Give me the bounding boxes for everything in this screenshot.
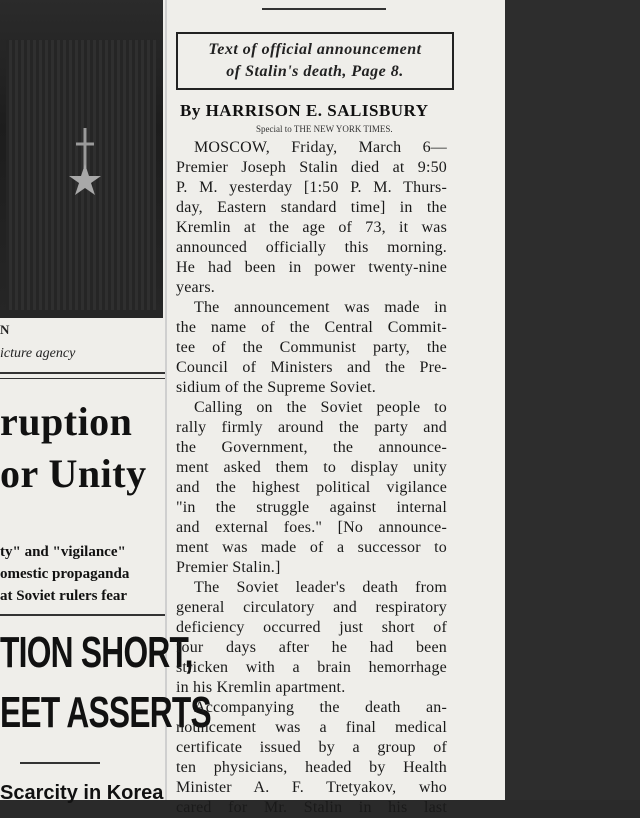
article-line: ment asked them to display unity (176, 459, 447, 476)
article-line: the name of the Central Commit- (176, 319, 447, 336)
article-line: announced officially this morning. (176, 239, 447, 256)
article-line: deficiency occurred just short of (176, 619, 447, 636)
caption-rule (0, 372, 165, 374)
dark-background (505, 0, 640, 800)
deck-rule (0, 614, 165, 616)
deck-line: omestic propaganda (0, 566, 130, 582)
article-line: He had been in power twenty-nine (176, 259, 447, 276)
article-line: MOSCOW, Friday, March 6— (194, 139, 447, 156)
dispatch-credit: Special to THE NEW YORK TIMES. (256, 124, 393, 134)
article-line: and external foes." [No announce- (176, 519, 447, 536)
star-medal-icon (68, 128, 102, 208)
article-line: cared for Mr. Stalin in his last (176, 799, 447, 816)
article-line: years. (176, 279, 215, 296)
box-line: Text of official announcement (208, 41, 422, 58)
article-line: Premier Joseph Stalin died at 9:50 (176, 159, 447, 176)
article-line: day, Eastern standard time] in the (176, 199, 447, 216)
article-line: the Government, the announce- (176, 439, 447, 456)
article-line: ten physicians, headed by Health (176, 759, 447, 776)
photo-caption-agency: icture agency (0, 346, 76, 361)
deck-line: ty" and "vigilance" (0, 544, 126, 560)
deck-line: at Soviet rulers fear (0, 588, 128, 604)
box-line: of Stalin's death, Page 8. (226, 63, 404, 80)
article-line: stricken with a brain hemorrhage (176, 659, 447, 676)
article-line: certificate issued by a group of (176, 739, 447, 756)
subheadline: Scarcity in Korea (0, 782, 164, 804)
caption-rule-2 (0, 378, 165, 379)
article-line: and the highest political vigilance (176, 479, 447, 496)
article-line: ment was made of a successor to (176, 539, 447, 556)
headline-part-1: ruption (0, 399, 133, 444)
headline-part-4: EET ASSERTS (0, 688, 211, 737)
column-rule (165, 0, 167, 800)
headline-part-3: TION SHORT, (0, 628, 193, 677)
short-rule (20, 762, 100, 764)
article-line: tee of the Communist party, the (176, 339, 447, 356)
article-line: The Soviet leader's death from (194, 579, 447, 596)
article-line: Premier Stalin.] (176, 559, 281, 576)
news-photo (0, 0, 163, 318)
article-line: P. M. yesterday [1:50 P. M. Thurs- (176, 179, 447, 196)
article-line: nouncement was a final medical (176, 719, 447, 736)
article-line: "in the struggle against internal (176, 499, 447, 516)
photo-credit: N (0, 322, 10, 337)
article-line: general circulatory and respiratory (176, 599, 447, 616)
article-line: Kremlin at the age of 73, it was (176, 219, 447, 236)
article-line: rally firmly around the party and (176, 419, 447, 436)
byline: By HARRISON E. SALISBURY (180, 101, 429, 120)
article-line: in his Kremlin apartment. (176, 679, 346, 696)
article-line: The announcement was made in (194, 299, 447, 316)
article-line: sidium of the Supreme Soviet. (176, 379, 377, 396)
top-rule (262, 8, 386, 10)
announcement-box (176, 32, 454, 90)
headline-part-2: or Unity (0, 451, 147, 496)
article-line: Council of Ministers and the Pre- (176, 359, 447, 376)
article-line: Minister A. F. Tretyakov, who (176, 779, 447, 796)
article-line: four days after he had been (176, 639, 447, 656)
article-line: Accompanying the death an- (194, 699, 447, 716)
article-line: Calling on the Soviet people to (194, 399, 447, 416)
